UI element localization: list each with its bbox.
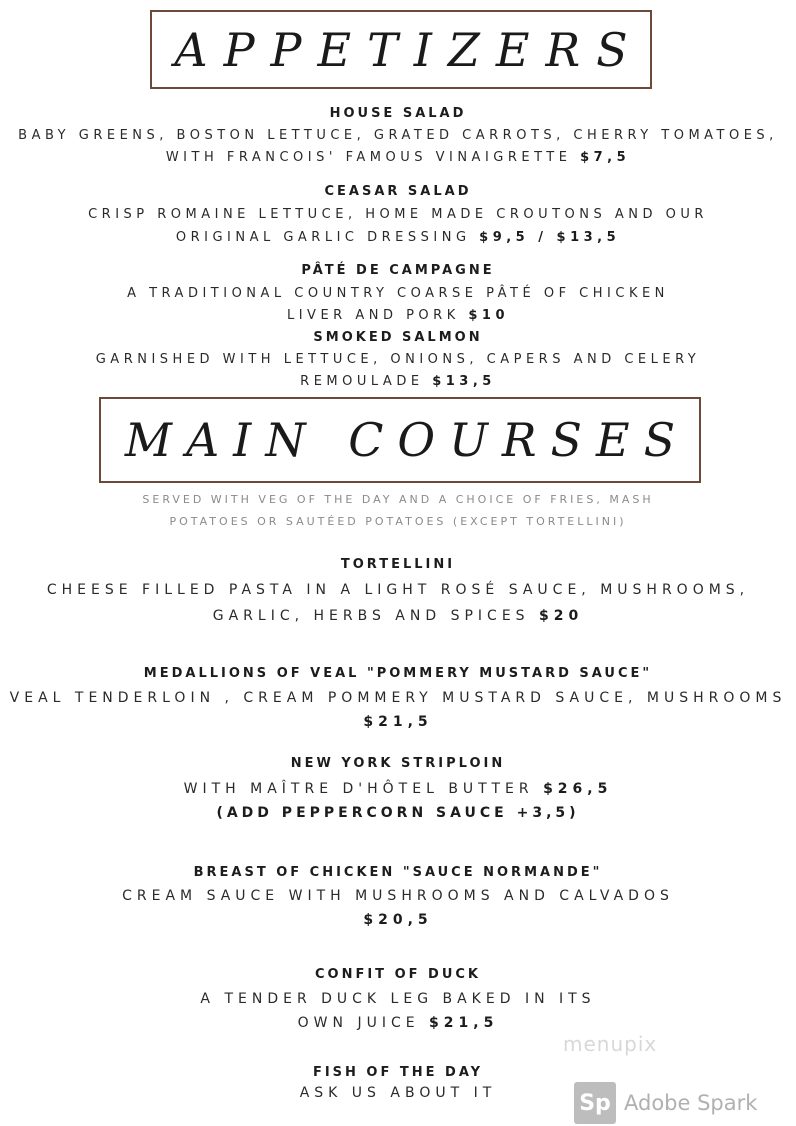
menu-item-extra: (ADD PEPPERCORN SAUCE +3,5) [216, 805, 580, 821]
menu-item-description: VEAL TENDERLOIN , CREAM POMMERY MUSTARD SAUCE, MUSHROOMS [9, 690, 787, 706]
menu-item-name: SMOKED SALMON [313, 330, 483, 345]
main-courses-header-box [99, 397, 701, 483]
menu-item-description: A TENDER DUCK LEG BAKED IN ITS [200, 991, 596, 1007]
appetizers-header-box [150, 10, 652, 89]
menu-item-description: GARNISHED WITH LETTUCE, ONIONS, CAPERS AND CELERY [95, 352, 701, 367]
menu-item-price: $20,5 [363, 912, 433, 928]
menu-item-description: WITH MAÎTRE D'HÔTEL BUTTER $26,5 [183, 781, 613, 797]
adobe-spark-logo-icon: Sp [574, 1082, 616, 1124]
menu-item-name: PÂTÉ DE CAMPAGNE [301, 263, 495, 278]
main-courses-note: POTATOES OR SAUTÉED POTATOES (EXCEPT TORTELLINI) [169, 515, 627, 528]
menu-item-name: NEW YORK STRIPLOIN [290, 756, 506, 771]
menu-item-price: $9,5 / $13,5 [479, 230, 621, 245]
menu-item-description: WITH FRANCOIS' FAMOUS VINAIGRETTE $7,5 [165, 150, 631, 165]
menu-item-description: OWN JUICE $21,5 [297, 1015, 499, 1031]
menu-item-name: FISH OF THE DAY [312, 1065, 484, 1080]
menu-item-description: LIVER AND PORK $10 [286, 308, 509, 323]
menupix-watermark: menupix [563, 1032, 658, 1056]
menu-item-name: BREAST OF CHICKEN "SAUCE NORMANDE" [193, 865, 603, 880]
menu-item-description: ORIGINAL GARLIC DRESSING $9,5 / $13,5 [175, 230, 621, 245]
appetizers-title: APPETIZERS [174, 22, 644, 77]
menu-item-name: MEDALLIONS OF VEAL "POMMERY MUSTARD SAUCE" [143, 666, 653, 681]
menu-item-description: GARLIC, HERBS AND SPICES $20 [212, 608, 584, 624]
menu-item-description: REMOULADE $13,5 [300, 374, 496, 389]
menu-item-price: $20 [539, 608, 584, 624]
adobe-spark-badge [574, 1082, 757, 1124]
menu-item-name: TORTELLINI [340, 557, 456, 572]
menu-item-price: $21,5 [429, 1015, 499, 1031]
adobe-spark-label: Adobe Spark [624, 1091, 758, 1115]
menu-item-name: HOUSE SALAD [329, 106, 467, 121]
menu-item-price: $26,5 [543, 781, 613, 797]
menu-item-description: CREAM SAUCE WITH MUSHROOMS AND CALVADOS [122, 888, 674, 904]
main-courses-note: SERVED WITH VEG OF THE DAY AND A CHOICE OF FRIES, MASH [142, 493, 654, 506]
menu-item-description: CRISP ROMAINE LETTUCE, HOME MADE CROUTONS AND OUR [88, 207, 708, 222]
menu-item-price: $13,5 [432, 374, 496, 389]
menu-item-price: $21,5 [363, 714, 433, 730]
main-courses-title: MAIN COURSES [124, 413, 690, 467]
menu-item-price: $7,5 [580, 150, 631, 165]
menu-item-description: BABY GREENS, BOSTON LETTUCE, GRATED CARROTS, CHERRY TOMATOES, [18, 128, 778, 143]
menu-item-name: CEASAR SALAD [324, 184, 472, 199]
menu-item-description: ASK US ABOUT IT [299, 1085, 497, 1101]
menu-item-price: $10 [468, 308, 509, 323]
menu-item-description: A TRADITIONAL COUNTRY COARSE PÂTÉ OF CHICKEN [127, 286, 669, 301]
menu-item-name: CONFIT OF DUCK [314, 967, 481, 982]
menu-item-description: CHEESE FILLED PASTA IN A LIGHT ROSÉ SAUCE, MUSHROOMS, [46, 582, 750, 598]
